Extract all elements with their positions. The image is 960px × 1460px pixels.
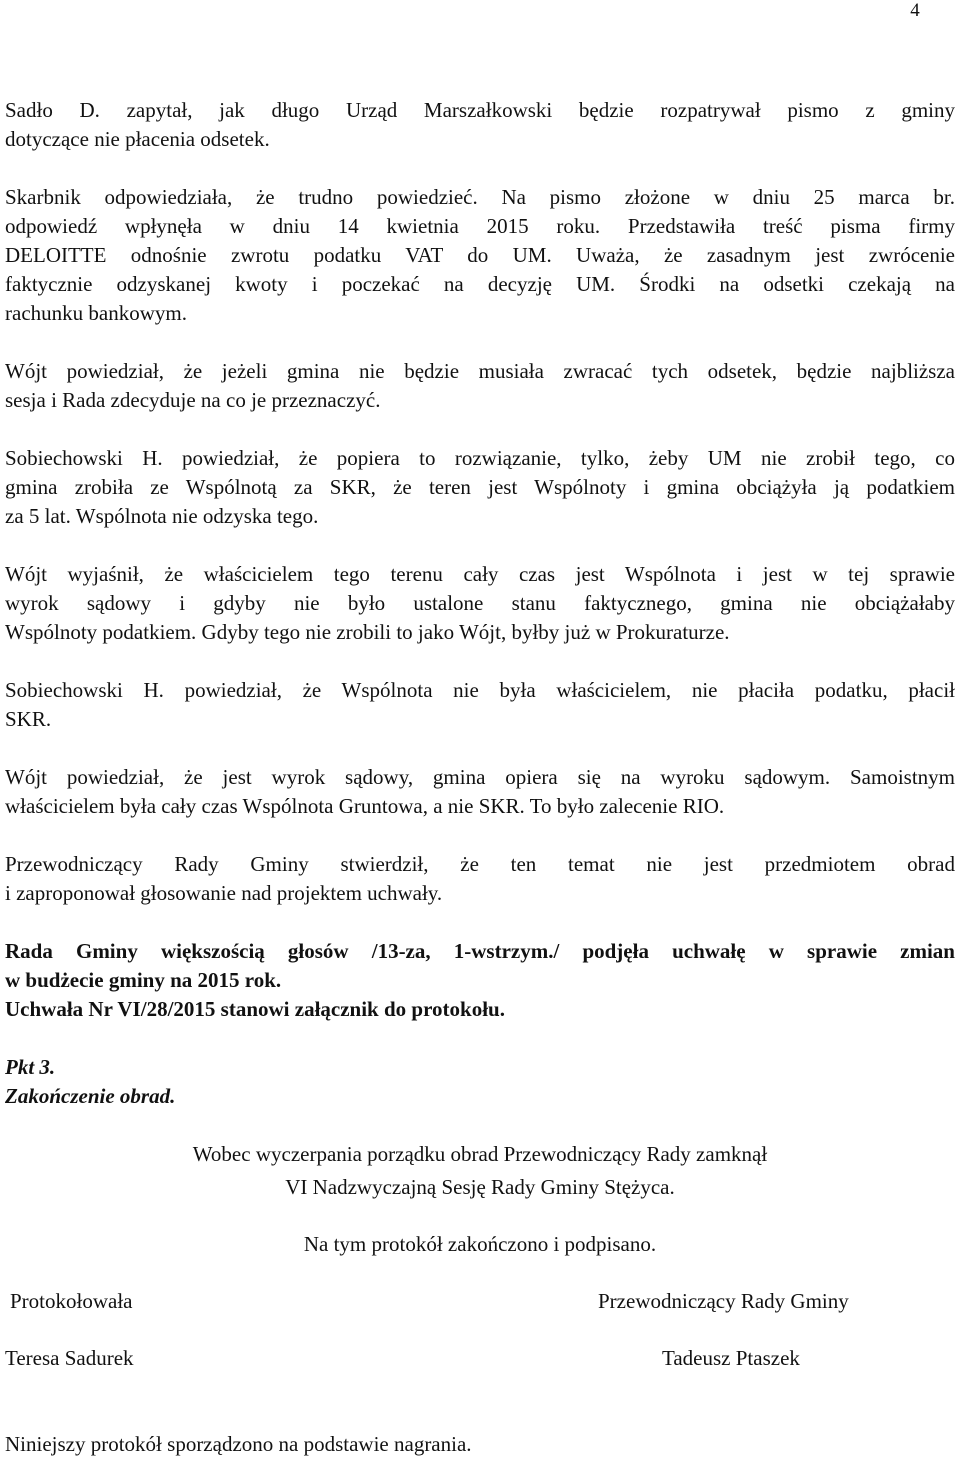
text-line: DELOITTE odnośnie zwrotu podatku VAT do UM. Uważa, że zasadnym jest zwrócenie [5,243,955,267]
point-number: Pkt 3. [5,1055,56,1079]
text-line: i zaproponował głosowanie nad projektem uchwały. [5,881,443,905]
closing-line: VI Nadzwyczajną Sesję Rady Gminy Stężyca. [285,1175,675,1199]
text-line: Sobiechowski H. powiedział, że popiera to rozwiązanie, tylko, żeby UM nie zrobił tego, co [5,446,955,470]
recorder-name: Teresa Sadurek [5,1346,134,1370]
paragraph-sobiechowski-1 [5,444,955,531]
text-line: Sadło D. zapytał, jak długo Urząd Marszałkowski będzie rozpatrywał pismo z gminy [5,98,955,122]
text-line: za 5 lat. Wspólnota nie odzyska tego. [5,504,319,528]
document-body [5,96,955,1111]
paragraph-treasurer-answer [5,183,955,328]
chairman-name: Tadeusz Ptaszek [662,1346,800,1370]
paragraph-wojt-statement-2 [5,763,955,821]
paragraph-wojt-explanation [5,560,955,647]
text-line: Wspólnoty podatkiem. Gdyby tego nie zrobili to jako Wójt, byłby już w Prokuraturze. [5,620,730,644]
closing-line: Wobec wyczerpania porządku obrad Przewodniczący Rady zamknął [192,1142,768,1166]
closing-statement [0,1138,960,1204]
resolution-line: w budżecie gminy na 2015 rok. [5,968,282,992]
resolution-line: Uchwała Nr VI/28/2015 stanowi załącznik do protokołu. [5,997,505,1021]
text-line: dotyczące nie płacenia odsetek. [5,127,270,151]
text-line: wyrok sądowy i gdyby nie było ustalone stanu faktycznego, gmina nie obciążałaby [5,591,955,615]
page-number: 4 [910,0,920,21]
paragraph-chairman [5,850,955,908]
point-title: Zakończenie obrad. [5,1084,176,1108]
text-line: Przewodniczący Rady Gminy stwierdził, że ten temat nie jest przedmiotem obrad [5,852,955,876]
paragraph-sadlo-question [5,96,955,154]
resolution-block [5,937,955,1024]
resolution-line: Rada Gminy większością głosów /13-za, 1-wstrzym./ podjęła uchwałę w sprawie zmian [5,939,955,963]
footer-note: Niniejszy protokół sporządzono na podstawie nagrania. [5,1432,472,1456]
text-line: Sobiechowski H. powiedział, że Wspólnota nie była właścicielem, nie płaciła podatku, płacił [5,678,955,702]
text-line: odpowiedź wpłynęła w dniu 14 kwietnia 2015 roku. Przedstawiła treść pisma firmy [5,214,955,238]
text-line: Wójt wyjaśnił, że właścicielem tego terenu cały czas jest Wspólnota i jest w tej sprawie [5,562,955,586]
text-line: Wójt powiedział, że jeżeli gmina nie będzie musiała zwracać tych odsetek, będzie najbliższa [5,359,955,383]
recorder-role: Protokołowała [10,1289,133,1313]
text-line: rachunku bankowym. [5,301,187,325]
text-line: SKR. [5,707,52,731]
text-line: sesja i Rada zdecyduje na co je przeznaczyć. [5,388,381,412]
text-line: właścicielem była cały czas Wspólnota Gruntowa, a nie SKR. To było zalecenie RIO. [5,794,725,818]
text-line: Skarbnik odpowiedziała, że trudno powiedzieć. Na pismo złożone w dniu 25 marca br. [5,185,955,209]
ending-statement: Na tym protokół zakończono i podpisano. [303,1232,657,1256]
chairman-role: Przewodniczący Rady Gminy [598,1289,849,1313]
text-line: faktycznie odzyskanej kwoty i poczekać na decyzję UM. Środki na odsetki czekają na [5,272,955,296]
paragraph-wojt-statement-1 [5,357,955,415]
text-line: Wójt powiedział, że jest wyrok sądowy, gmina opiera się na wyroku sądowym. Samoistnym [5,765,955,789]
text-line: gmina zrobiła ze Wspólnotą za SKR, że teren jest Wspólnoty i gmina obciążyła ją podatkiem [5,475,955,499]
paragraph-sobiechowski-2 [5,676,955,734]
point-heading [5,1053,955,1111]
